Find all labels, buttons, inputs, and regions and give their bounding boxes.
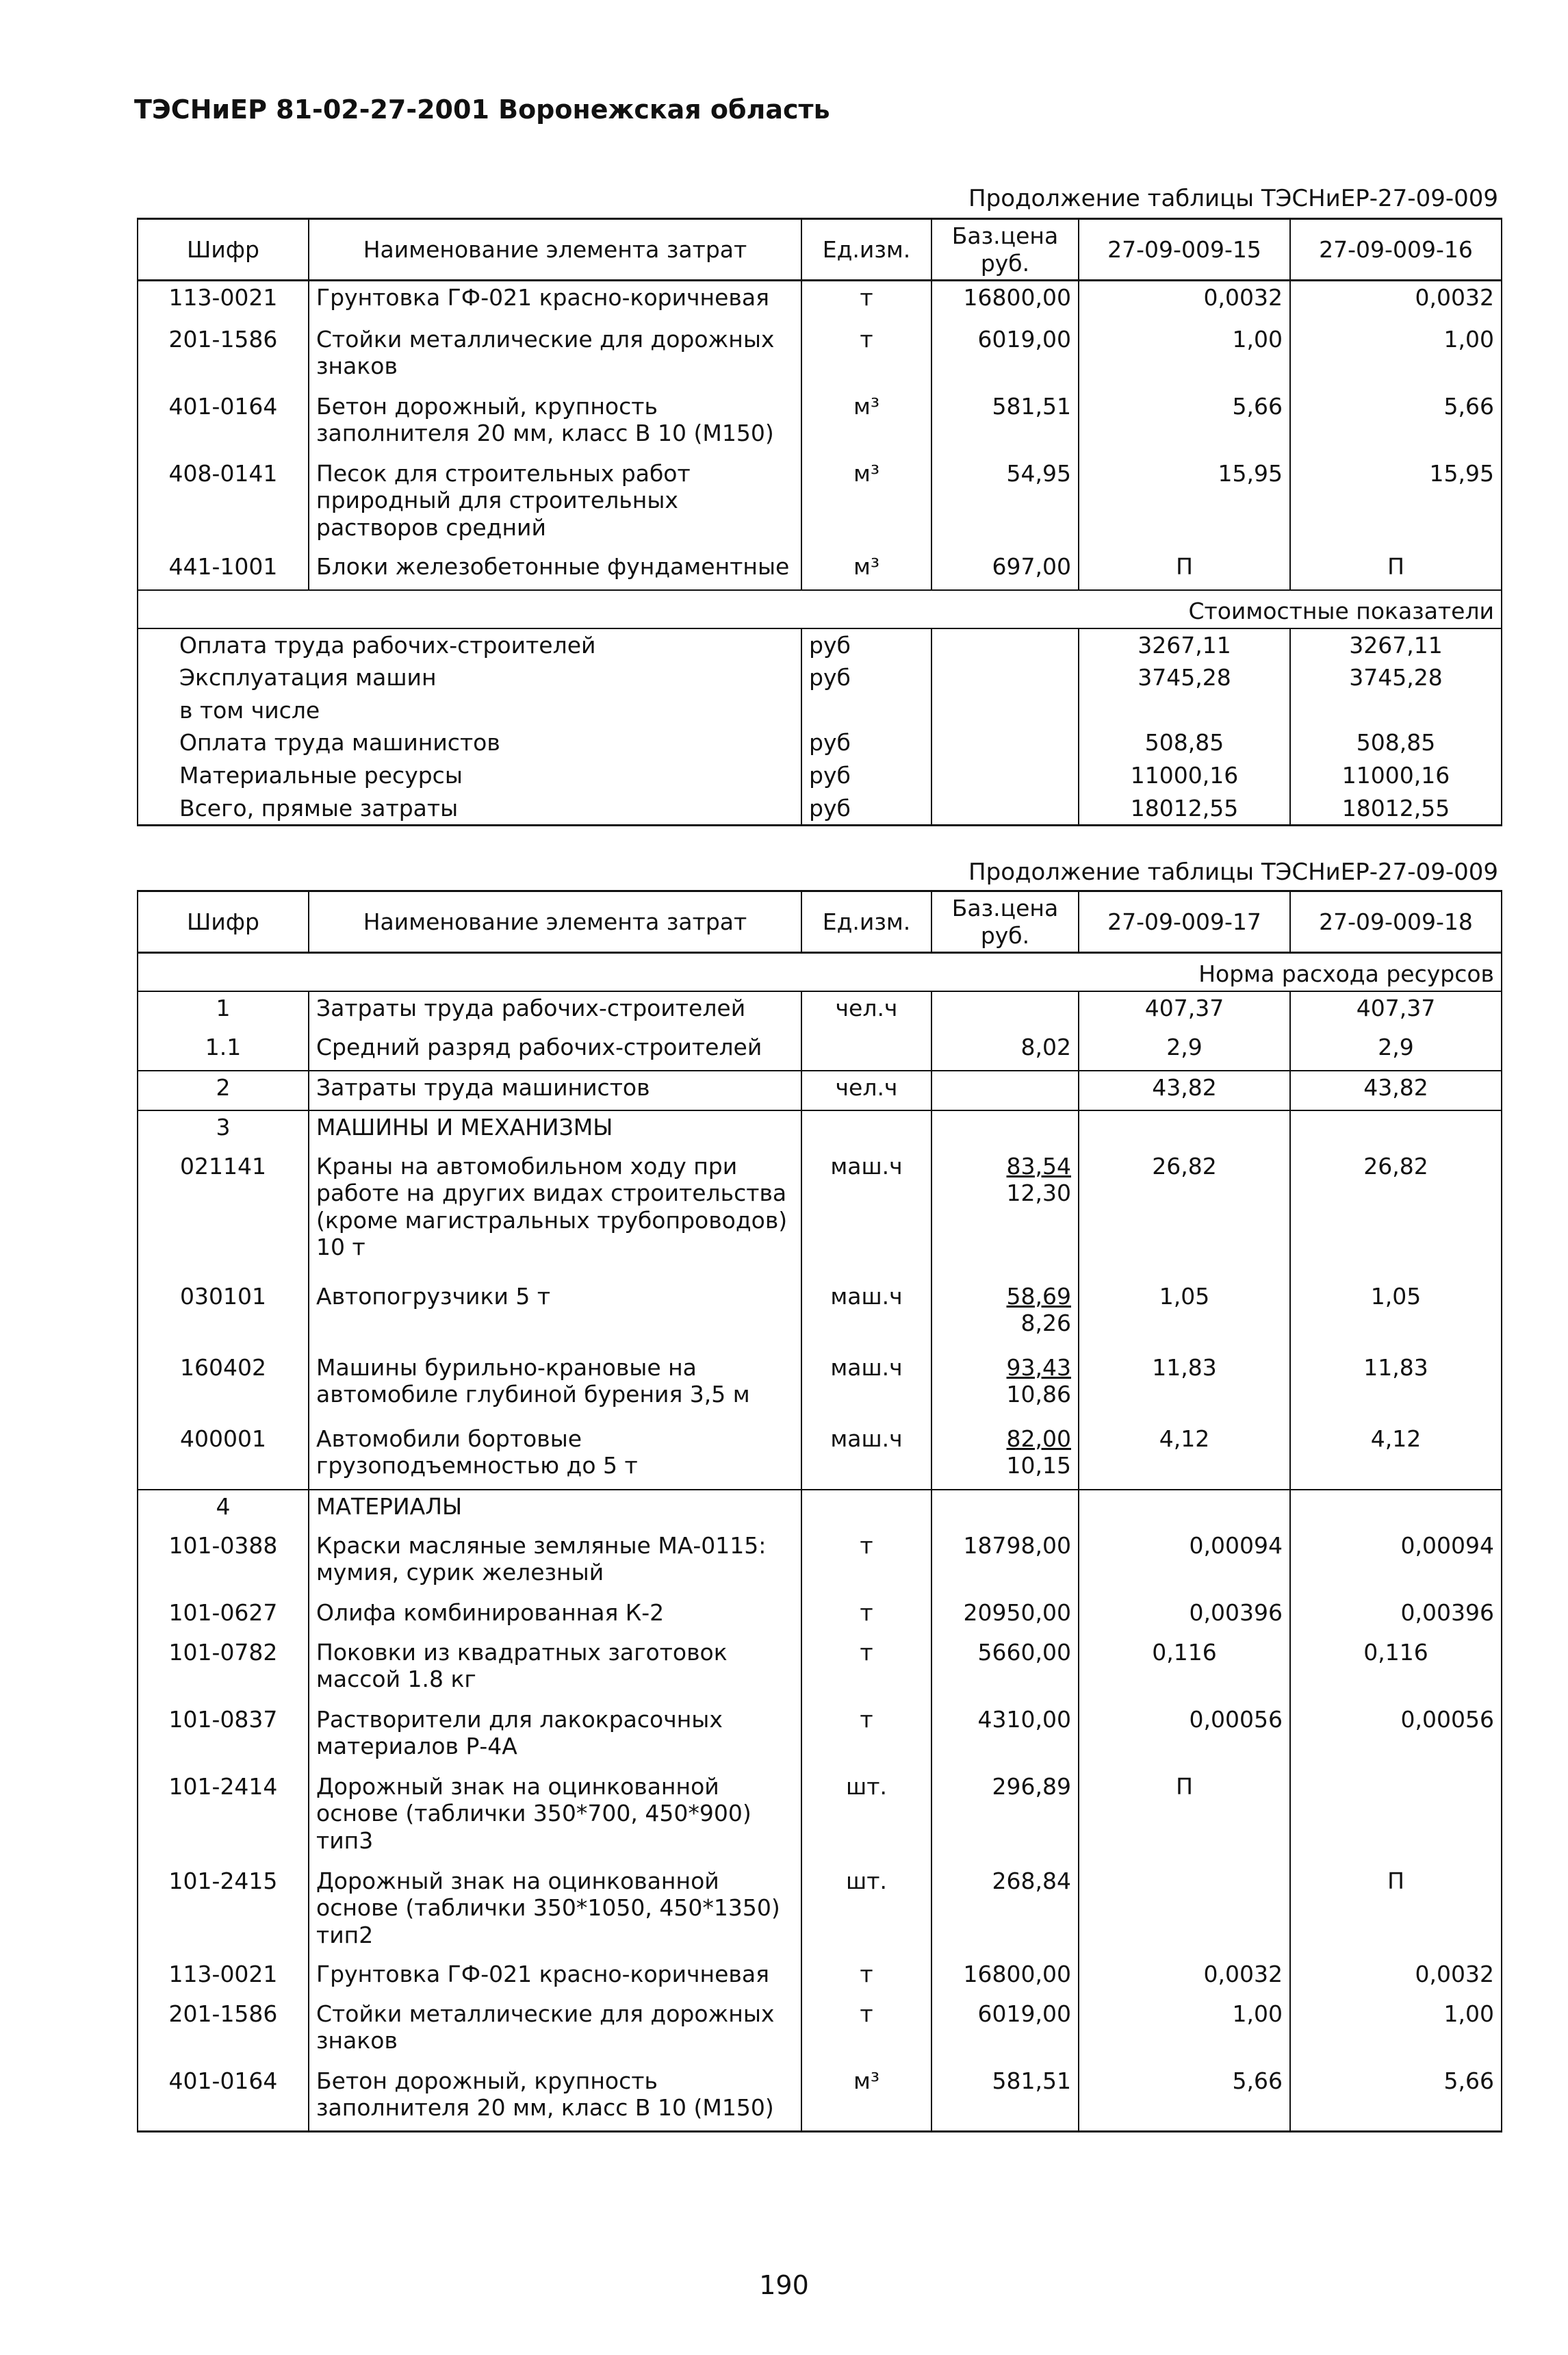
cost-unit: руб bbox=[801, 661, 931, 694]
cell-unit: шт. bbox=[801, 1770, 931, 1865]
cell-value-17: 0,0032 bbox=[1079, 1958, 1290, 1998]
cost-value-16: 508,85 bbox=[1290, 726, 1502, 759]
cell-value-18: 0,00056 bbox=[1290, 1703, 1502, 1770]
cell-value-16: 0,0032 bbox=[1290, 281, 1502, 323]
col-header-unit: Ед.изм. bbox=[801, 219, 931, 281]
cost-unit: руб bbox=[801, 726, 931, 759]
cell-value-15: 0,0032 bbox=[1079, 281, 1290, 323]
cost-row bbox=[138, 726, 1502, 759]
table-row bbox=[138, 1150, 1502, 1280]
cell-code: 2 bbox=[138, 1071, 309, 1110]
cost-value-15: 3267,11 bbox=[1079, 628, 1290, 662]
cell-code: 021141 bbox=[138, 1150, 309, 1280]
cell-price bbox=[931, 1150, 1079, 1280]
cell-code: 201-1586 bbox=[138, 1998, 309, 2065]
price-machine: 93,43 bbox=[1006, 1353, 1071, 1381]
table-row bbox=[138, 1031, 1502, 1071]
cell-name: Автопогрузчики 5 т bbox=[309, 1280, 801, 1351]
cell-name: Блоки железобетонные фундаментные bbox=[309, 550, 801, 590]
col-header-price: Баз.цена руб. bbox=[931, 219, 1079, 281]
col-header-name: Наименование элемента затрат bbox=[309, 891, 801, 953]
cost-unit: руб bbox=[801, 628, 931, 662]
cell-value-18: 1,05 bbox=[1290, 1280, 1502, 1351]
cell-price: 16800,00 bbox=[931, 1958, 1079, 1998]
cell-value-17: 2,9 bbox=[1079, 1031, 1290, 1071]
section-empty bbox=[1079, 1110, 1290, 1150]
table-row bbox=[138, 1865, 1502, 1958]
cell-value-17: 11,83 bbox=[1079, 1351, 1290, 1423]
cell-price bbox=[931, 1351, 1079, 1423]
cost-label: Материальные ресурсы bbox=[138, 759, 801, 792]
resource-table-17-18 bbox=[137, 890, 1502, 2133]
cell-unit: т bbox=[801, 1703, 931, 1770]
cost-empty bbox=[931, 694, 1079, 727]
cost-unit: руб bbox=[801, 759, 931, 792]
price-operator: 8,26 bbox=[1020, 1310, 1071, 1337]
section-title: МАТЕРИАЛЫ bbox=[309, 1490, 801, 1529]
cell-unit: маш.ч bbox=[801, 1351, 931, 1423]
cell-name: Грунтовка ГФ-021 красно-коричневая bbox=[309, 1958, 801, 1998]
cost-unit: руб bbox=[801, 792, 931, 826]
section-code: 3 bbox=[138, 1110, 309, 1150]
cell-price: 5660,00 bbox=[931, 1636, 1079, 1703]
cell-code: 1.1 bbox=[138, 1031, 309, 1071]
table-row bbox=[138, 1636, 1502, 1703]
cost-empty bbox=[931, 661, 1079, 694]
cell-code: 101-0388 bbox=[138, 1529, 309, 1596]
cell-value-15: П bbox=[1079, 550, 1290, 590]
cell-price: 8,02 bbox=[931, 1031, 1079, 1071]
price-operator: 12,30 bbox=[1006, 1180, 1071, 1207]
cell-value-16: 1,00 bbox=[1290, 323, 1502, 390]
col-header-name: Наименование элемента затрат bbox=[309, 219, 801, 281]
cell-value-17: 1,00 bbox=[1079, 1998, 1290, 2065]
cell-value-15: 5,66 bbox=[1079, 390, 1290, 457]
section-code: 4 bbox=[138, 1490, 309, 1529]
table-row bbox=[138, 1071, 1502, 1110]
table-2-caption: Продолжение таблицы ТЭСНиЕР-27-09-009 bbox=[968, 858, 1498, 886]
cell-name: Дорожный знак на оцинкованной основе (таблички 350*1050, 450*1350) тип2 bbox=[309, 1865, 801, 1958]
price-machine: 82,00 bbox=[1006, 1425, 1071, 1452]
cell-name: Средний разряд рабочих-строителей bbox=[309, 1031, 801, 1071]
cell-price bbox=[931, 1423, 1079, 1490]
cell-unit: м³ bbox=[801, 457, 931, 550]
cell-value-18: П bbox=[1290, 1865, 1502, 1958]
cost-row bbox=[138, 694, 1502, 727]
table-1-caption: Продолжение таблицы ТЭСНиЕР-27-09-009 bbox=[968, 185, 1498, 212]
cell-value-16: 15,95 bbox=[1290, 457, 1502, 550]
cell-value-17: 0,00056 bbox=[1079, 1703, 1290, 1770]
cell-value-18: 0,116 bbox=[1290, 1636, 1502, 1703]
cell-value-18: 2,9 bbox=[1290, 1031, 1502, 1071]
table-row bbox=[138, 2065, 1502, 2132]
table-header-row bbox=[138, 891, 1502, 953]
col-header-price: Баз.цена руб. bbox=[931, 891, 1079, 953]
cell-price: 54,95 bbox=[931, 457, 1079, 550]
cell-code: 408-0141 bbox=[138, 457, 309, 550]
cost-banner: Стоимостные показатели bbox=[138, 590, 1502, 628]
cell-value-18: 1,00 bbox=[1290, 1998, 1502, 2065]
cost-row bbox=[138, 759, 1502, 792]
table-row bbox=[138, 457, 1502, 550]
cost-value-15 bbox=[1079, 694, 1290, 727]
cost-table-15-16 bbox=[137, 218, 1502, 826]
cell-price: 268,84 bbox=[931, 1865, 1079, 1958]
cell-value-17: 26,82 bbox=[1079, 1150, 1290, 1280]
cell-name: Бетон дорожный, крупность заполнителя 20 мм, класс В 10 (М150) bbox=[309, 390, 801, 457]
cell-code: 101-0782 bbox=[138, 1636, 309, 1703]
col-header-unit: Ед.изм. bbox=[801, 891, 931, 953]
section-empty bbox=[801, 1110, 931, 1150]
col-header-norm-17: 27-09-009-17 bbox=[1079, 891, 1290, 953]
cell-value-18: 43,82 bbox=[1290, 1071, 1502, 1110]
cell-unit: чел.ч bbox=[801, 1071, 931, 1110]
cell-unit: м³ bbox=[801, 2065, 931, 2132]
section-empty bbox=[931, 1110, 1079, 1150]
cell-value-18: 26,82 bbox=[1290, 1150, 1502, 1280]
cell-unit: т bbox=[801, 1958, 931, 1998]
cell-name: Краски масляные земляные МА-0115: мумия, сурик железный bbox=[309, 1529, 801, 1596]
cell-unit: т bbox=[801, 323, 931, 390]
cell-code: 030101 bbox=[138, 1280, 309, 1351]
col-header-norm-15: 27-09-009-15 bbox=[1079, 219, 1290, 281]
cell-unit bbox=[801, 1031, 931, 1071]
cell-unit: т bbox=[801, 1636, 931, 1703]
cell-code: 1 bbox=[138, 991, 309, 1031]
cell-value-18: 0,00094 bbox=[1290, 1529, 1502, 1596]
cell-unit: м³ bbox=[801, 550, 931, 590]
cell-value-16: 5,66 bbox=[1290, 390, 1502, 457]
cell-unit: т bbox=[801, 1596, 931, 1636]
cost-value-16 bbox=[1290, 694, 1502, 727]
norm-banner-row bbox=[138, 953, 1502, 991]
cell-price: 581,51 bbox=[931, 2065, 1079, 2132]
document-title: ТЭСНиЕР 81-02-27-2001 Воронежская область bbox=[134, 94, 830, 125]
cost-banner-row bbox=[138, 590, 1502, 628]
cell-value-18: 5,66 bbox=[1290, 2065, 1502, 2132]
cell-code: 400001 bbox=[138, 1423, 309, 1490]
cell-price: 4310,00 bbox=[931, 1703, 1079, 1770]
col-header-code: Шифр bbox=[138, 219, 309, 281]
cell-value-17: 0,116 bbox=[1079, 1636, 1290, 1703]
cell-unit: маш.ч bbox=[801, 1423, 931, 1490]
cell-name: Грунтовка ГФ-021 красно-коричневая bbox=[309, 281, 801, 323]
cell-unit: т bbox=[801, 1998, 931, 2065]
cost-label: Оплата труда рабочих-строителей bbox=[138, 628, 801, 662]
cell-unit: м³ bbox=[801, 390, 931, 457]
section-empty bbox=[1079, 1490, 1290, 1529]
cell-code: 101-2414 bbox=[138, 1770, 309, 1865]
cell-name: Стойки металлические для дорожных знаков bbox=[309, 323, 801, 390]
cost-value-15: 18012,55 bbox=[1079, 792, 1290, 826]
cost-row bbox=[138, 661, 1502, 694]
cost-value-15: 3745,28 bbox=[1079, 661, 1290, 694]
table-row bbox=[138, 1280, 1502, 1351]
section-empty bbox=[1290, 1110, 1502, 1150]
cost-unit bbox=[801, 694, 931, 727]
table-header-row bbox=[138, 219, 1502, 281]
cell-name: Автомобили бортовые грузоподъемностью до 5 т bbox=[309, 1423, 801, 1490]
section-title: МАШИНЫ И МЕХАНИЗМЫ bbox=[309, 1110, 801, 1150]
cell-unit: маш.ч bbox=[801, 1280, 931, 1351]
table-row bbox=[138, 1596, 1502, 1636]
price-operator: 10,86 bbox=[1006, 1381, 1071, 1408]
price-machine: 83,54 bbox=[1006, 1152, 1071, 1180]
cell-name: Затраты труда рабочих-строителей bbox=[309, 991, 801, 1031]
cell-value-17: 5,66 bbox=[1079, 2065, 1290, 2132]
cell-price: 6019,00 bbox=[931, 323, 1079, 390]
norm-banner: Норма расхода ресурсов bbox=[138, 953, 1502, 991]
cost-value-16: 3267,11 bbox=[1290, 628, 1502, 662]
cell-value-17: П bbox=[1079, 1770, 1290, 1865]
cell-unit: шт. bbox=[801, 1865, 931, 1958]
cell-name: Дорожный знак на оцинкованной основе (таблички 350*700, 450*900) тип3 bbox=[309, 1770, 801, 1865]
cost-value-16: 11000,16 bbox=[1290, 759, 1502, 792]
cell-code: 401-0164 bbox=[138, 390, 309, 457]
cost-value-15: 508,85 bbox=[1079, 726, 1290, 759]
cell-name: Песок для строительных работ природный для строительных растворов средний bbox=[309, 457, 801, 550]
cost-row bbox=[138, 792, 1502, 826]
cell-price bbox=[931, 1280, 1079, 1351]
table-row bbox=[138, 1770, 1502, 1865]
cell-code: 401-0164 bbox=[138, 2065, 309, 2132]
cell-value-17: 4,12 bbox=[1079, 1423, 1290, 1490]
cell-code: 101-2415 bbox=[138, 1865, 309, 1958]
cost-empty bbox=[931, 628, 1079, 662]
cell-name: Поковки из квадратных заготовок массой 1.8 кг bbox=[309, 1636, 801, 1703]
cell-name: Олифа комбинированная К-2 bbox=[309, 1596, 801, 1636]
cell-value-17: 43,82 bbox=[1079, 1071, 1290, 1110]
cell-value-18: 0,00396 bbox=[1290, 1596, 1502, 1636]
cell-code: 160402 bbox=[138, 1351, 309, 1423]
cell-name: Бетон дорожный, крупность заполнителя 20 мм, класс В 10 (М150) bbox=[309, 2065, 801, 2132]
cell-price: 581,51 bbox=[931, 390, 1079, 457]
section-empty bbox=[931, 1490, 1079, 1529]
cost-value-15: 11000,16 bbox=[1079, 759, 1290, 792]
table-row bbox=[138, 1958, 1502, 1998]
section-empty bbox=[801, 1490, 931, 1529]
col-header-norm-16: 27-09-009-16 bbox=[1290, 219, 1502, 281]
cell-name: Стойки металлические для дорожных знаков bbox=[309, 1998, 801, 2065]
cell-value-18: 0,0032 bbox=[1290, 1958, 1502, 1998]
table-row bbox=[138, 1998, 1502, 2065]
cell-code: 201-1586 bbox=[138, 323, 309, 390]
cell-price: 6019,00 bbox=[931, 1998, 1079, 2065]
cell-price: 697,00 bbox=[931, 550, 1079, 590]
cell-value-15: 15,95 bbox=[1079, 457, 1290, 550]
table-row bbox=[138, 390, 1502, 457]
cell-code: 101-0627 bbox=[138, 1596, 309, 1636]
cell-name: Краны на автомобильном ходу при работе на других видах строительства (кроме магистральных трубопроводов) 10 т bbox=[309, 1150, 801, 1280]
cell-price: 296,89 bbox=[931, 1770, 1079, 1865]
cell-value-17: 0,00396 bbox=[1079, 1596, 1290, 1636]
cost-value-16: 3745,28 bbox=[1290, 661, 1502, 694]
table-row bbox=[138, 550, 1502, 590]
cell-code: 113-0021 bbox=[138, 281, 309, 323]
cell-value-17: 407,37 bbox=[1079, 991, 1290, 1031]
cost-empty bbox=[931, 792, 1079, 826]
cost-empty bbox=[931, 726, 1079, 759]
cost-value-16: 18012,55 bbox=[1290, 792, 1502, 826]
cell-code: 441-1001 bbox=[138, 550, 309, 590]
cell-price: 20950,00 bbox=[931, 1596, 1079, 1636]
cell-value-17: 0,00094 bbox=[1079, 1529, 1290, 1596]
cell-unit: т bbox=[801, 1529, 931, 1596]
cell-unit: маш.ч bbox=[801, 1150, 931, 1280]
cell-value-16: П bbox=[1290, 550, 1502, 590]
cell-price bbox=[931, 991, 1079, 1031]
cell-value-18: 4,12 bbox=[1290, 1423, 1502, 1490]
section-row-machines bbox=[138, 1110, 1502, 1150]
cost-label: Оплата труда машинистов bbox=[138, 726, 801, 759]
section-row-materials bbox=[138, 1490, 1502, 1529]
cell-code: 113-0021 bbox=[138, 1958, 309, 1998]
cell-price bbox=[931, 1071, 1079, 1110]
cell-price: 18798,00 bbox=[931, 1529, 1079, 1596]
cell-price: 16800,00 bbox=[931, 281, 1079, 323]
table-row bbox=[138, 281, 1502, 323]
cell-value-17 bbox=[1079, 1865, 1290, 1958]
price-machine: 58,69 bbox=[1006, 1282, 1071, 1310]
col-header-norm-18: 27-09-009-18 bbox=[1290, 891, 1502, 953]
cell-unit: т bbox=[801, 281, 931, 323]
cell-value-18 bbox=[1290, 1770, 1502, 1865]
cell-code: 101-0837 bbox=[138, 1703, 309, 1770]
cell-value-18: 407,37 bbox=[1290, 991, 1502, 1031]
cell-unit: чел.ч bbox=[801, 991, 931, 1031]
cost-label: в том числе bbox=[138, 694, 801, 727]
cell-value-15: 1,00 bbox=[1079, 323, 1290, 390]
table-row bbox=[138, 1423, 1502, 1490]
table-row bbox=[138, 991, 1502, 1031]
cost-row bbox=[138, 628, 1502, 662]
cell-name: Затраты труда машинистов bbox=[309, 1071, 801, 1110]
cost-label: Всего, прямые затраты bbox=[138, 792, 801, 826]
table-row bbox=[138, 323, 1502, 390]
page-number: 190 bbox=[759, 2270, 809, 2300]
cell-value-17: 1,05 bbox=[1079, 1280, 1290, 1351]
col-header-code: Шифр bbox=[138, 891, 309, 953]
cost-empty bbox=[931, 759, 1079, 792]
cell-name: Машины бурильно-крановые на автомобиле глубиной бурения 3,5 м bbox=[309, 1351, 801, 1423]
table-row bbox=[138, 1351, 1502, 1423]
section-empty bbox=[1290, 1490, 1502, 1529]
table-row bbox=[138, 1529, 1502, 1596]
cost-label: Эксплуатация машин bbox=[138, 661, 801, 694]
cell-name: Растворители для лакокрасочных материалов Р-4А bbox=[309, 1703, 801, 1770]
cell-value-18: 11,83 bbox=[1290, 1351, 1502, 1423]
price-operator: 10,15 bbox=[1006, 1452, 1071, 1479]
table-row bbox=[138, 1703, 1502, 1770]
